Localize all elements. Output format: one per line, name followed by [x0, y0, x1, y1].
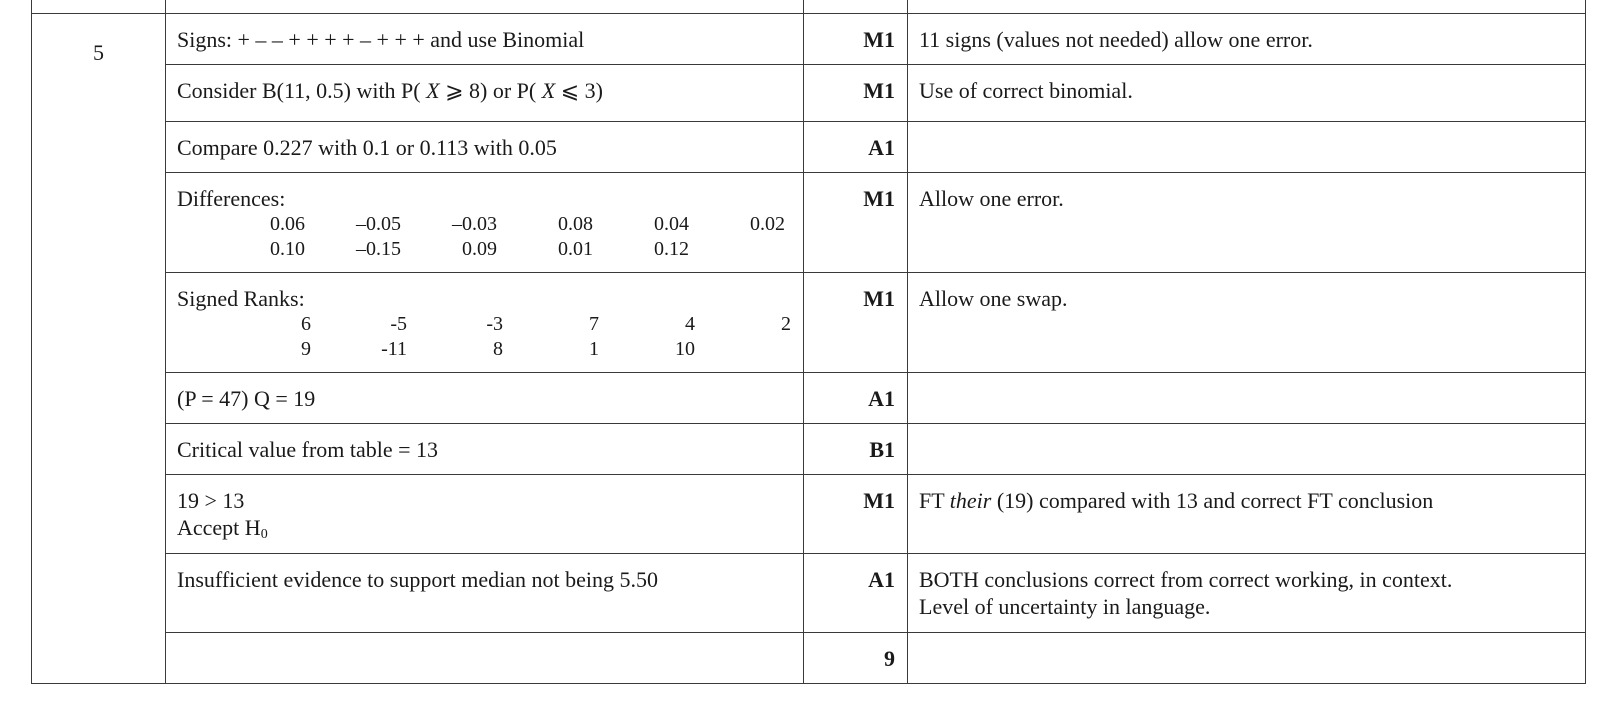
- mark-cell: M1: [804, 273, 908, 373]
- difference-value: 0.06: [270, 213, 305, 235]
- variable-x: X: [426, 78, 440, 103]
- guidance-cell: [908, 424, 1586, 475]
- table-row: [32, 14, 1586, 65]
- rank-value: -3: [486, 313, 503, 335]
- variable-x: X: [541, 78, 556, 103]
- difference-value: 0.08: [558, 213, 593, 235]
- guidance-cell: 11 signs (values not needed) allow one error.: [908, 14, 1586, 65]
- guidance-emphasis: their: [949, 488, 992, 513]
- table-row: [32, 424, 1586, 475]
- table-row: [32, 373, 1586, 424]
- answer-text: Consider B(11, 0.5) with P(: [177, 78, 427, 103]
- sliver-cell: [804, 0, 908, 14]
- guidance-cell: [908, 554, 1586, 633]
- mark-cell: A1: [804, 122, 908, 173]
- guidance-cell: [908, 373, 1586, 424]
- mark-cell: M1: [804, 65, 908, 122]
- sliver-cell: [32, 0, 166, 14]
- answer-cell: (P = 47) Q = 19: [166, 373, 804, 424]
- difference-value: 0.02: [750, 213, 785, 235]
- rank-value: 10: [675, 338, 695, 360]
- sliver-cell: [908, 0, 1586, 14]
- guidance-cell: [908, 122, 1586, 173]
- difference-value: –0.05: [356, 213, 401, 235]
- answer-cell: [166, 633, 804, 684]
- signed-ranks-values: [215, 312, 795, 362]
- difference-value: –0.03: [452, 213, 497, 235]
- signed-ranks-heading: Signed Ranks:: [177, 286, 305, 311]
- answer-text: ⩽ 3): [555, 78, 603, 103]
- guidance-cell: [908, 633, 1586, 684]
- difference-value: 0.01: [558, 238, 593, 260]
- rank-value: 2: [781, 313, 791, 335]
- subscript: 0: [260, 527, 268, 542]
- answer-cell: Insufficient evidence to support median not being 5.50: [166, 554, 804, 633]
- rank-value: -11: [381, 338, 407, 360]
- mark-cell: B1: [804, 424, 908, 475]
- rank-value: 1: [589, 338, 599, 360]
- answer-cell: Compare 0.227 with 0.1 or 0.113 with 0.05: [166, 122, 804, 173]
- rank-value: 9: [301, 338, 311, 360]
- total-mark: 9: [804, 633, 908, 684]
- table-row: [32, 554, 1586, 633]
- rank-value: 8: [493, 338, 503, 360]
- guidance-text: (19) compared with 13 and correct FT conclusion: [991, 488, 1434, 513]
- mark-cell: M1: [804, 475, 908, 554]
- table-row: [32, 65, 1586, 122]
- answer-cell: Critical value from table = 13: [166, 424, 804, 475]
- guidance-line: BOTH conclusions correct from correct working, in context.: [919, 567, 1453, 592]
- difference-value: 0.04: [654, 213, 689, 235]
- sliver-cell: [166, 0, 804, 14]
- guidance-cell: Allow one swap.: [908, 273, 1586, 373]
- answer-cell: [166, 475, 804, 554]
- comparison-line: 19 > 13: [177, 488, 245, 513]
- mark-cell: A1: [804, 554, 908, 633]
- difference-value: 0.12: [654, 238, 689, 260]
- guidance-cell: [908, 475, 1586, 554]
- rank-value: -5: [390, 313, 407, 335]
- conclusion-text: Accept H: [177, 515, 261, 540]
- table-row: [32, 173, 1586, 273]
- conclusion-line: [177, 514, 795, 541]
- guidance-cell: Allow one error.: [908, 173, 1586, 273]
- question-number: 5: [32, 14, 166, 684]
- guidance-cell: Use of correct binomial.: [908, 65, 1586, 122]
- mark-cell: M1: [804, 14, 908, 65]
- answer-cell: Signs: + – – + + + + – + + + and use Binomial: [166, 14, 804, 65]
- rank-value: [695, 337, 791, 362]
- rank-value: 6: [301, 313, 311, 335]
- guidance-line: Level of uncertainty in language.: [919, 594, 1211, 619]
- total-row: [32, 633, 1586, 684]
- table-row: [32, 122, 1586, 173]
- rank-value: 4: [685, 313, 695, 335]
- rank-value: 7: [589, 313, 599, 335]
- answer-cell: [166, 65, 804, 122]
- answer-cell: [166, 273, 804, 373]
- table-header-sliver: [32, 0, 1586, 14]
- mark-cell: A1: [804, 373, 908, 424]
- guidance-text: FT: [919, 488, 950, 513]
- difference-value: [689, 237, 785, 262]
- difference-value: 0.09: [462, 238, 497, 260]
- mark-scheme-table: [31, 0, 1586, 684]
- difference-value: –0.15: [356, 238, 401, 260]
- differences-values: [209, 212, 795, 262]
- mark-cell: M1: [804, 173, 908, 273]
- table-row: [32, 273, 1586, 373]
- difference-value: 0.10: [270, 238, 305, 260]
- answer-text: ⩾ 8) or P(: [439, 78, 542, 103]
- table-row: [32, 475, 1586, 554]
- answer-cell: [166, 173, 804, 273]
- differences-heading: Differences:: [177, 186, 286, 211]
